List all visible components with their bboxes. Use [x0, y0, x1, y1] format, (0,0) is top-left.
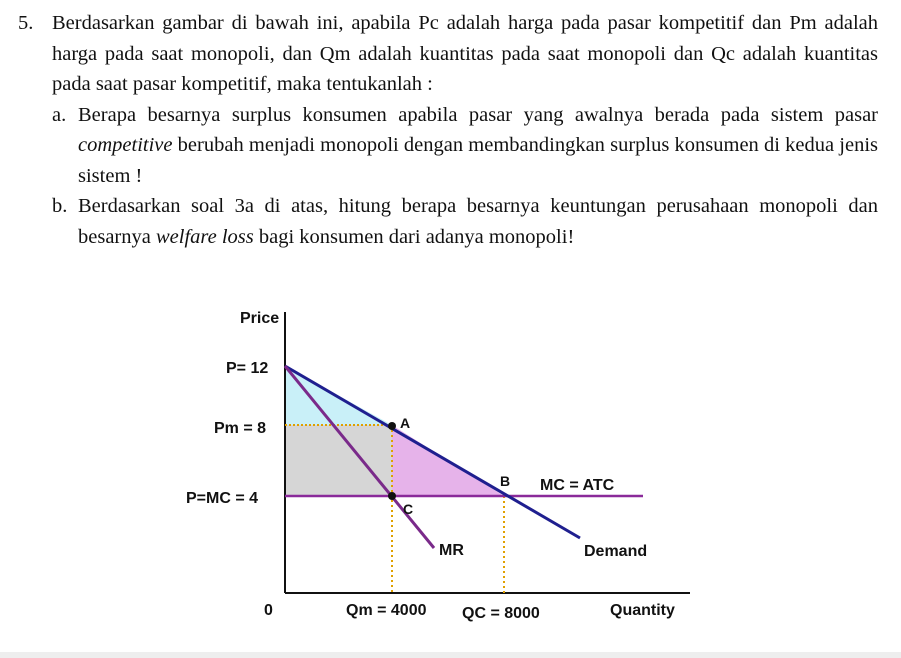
question-number: 5.: [18, 12, 34, 34]
pmc-label: P=MC = 4: [186, 490, 259, 507]
question-5: [18, 8, 878, 252]
sub-question-a-italic: competitive: [78, 134, 173, 156]
sub-question-a-text: [78, 100, 878, 192]
mc-atc-label: MC = ATC: [540, 477, 615, 494]
sub-question-a-text-1: Berapa besarnya surplus konsumen apabila pasar yang awalnya berada pada sistem pasar: [78, 103, 878, 126]
sub-question-b: [52, 191, 878, 252]
sub-question-b-italic: welfare loss: [155, 225, 254, 248]
y-axis-label: Price: [240, 310, 280, 327]
monopoly-diagram-svg: [160, 280, 720, 630]
profit-area: [285, 425, 392, 496]
pm-label: Pm = 8: [214, 420, 267, 437]
point-a-marker: [388, 422, 396, 430]
mr-label: MR: [439, 542, 464, 559]
qm-label: Qm = 4000: [346, 602, 427, 619]
question-intro-text: Berdasarkan gambar di bawah ini, apabila Pc adalah harga pada pasar kompetitif dan Pm adalah harga pada saat monopoli, dan Qm adalah kuantitas pada saat monopoli dan Qc adalah kuantitas pada saat pasar kompetitif, maka tentukanlah :: [52, 12, 878, 95]
sub-question-a: [52, 100, 878, 192]
point-a-label: A: [400, 415, 411, 431]
point-c-label: C: [403, 501, 414, 517]
sub-question-b-text-1: Berdasarkan soal 3a di atas, hitung berapa besarnya keuntungan perusahaan monopoli dan besarnya: [78, 195, 878, 248]
sub-question-b-text-2: bagi konsumen dari adanya monopoli!: [253, 225, 575, 248]
qc-label: QC = 8000: [462, 605, 540, 622]
bottom-divider: [0, 652, 901, 658]
sub-question-b-letter: b.: [52, 195, 68, 217]
sub-question-a-text-2: berubah menjadi monopoli dengan membandingkan surplus konsumen di kedua jenis sistem !: [78, 134, 878, 187]
monopoly-diagram: [160, 280, 720, 630]
x-axis-label: Quantity: [610, 602, 675, 619]
question-intro: [18, 8, 878, 100]
price-12-label: P= 12: [226, 360, 269, 377]
demand-label: Demand: [584, 543, 648, 560]
sub-question-a-letter: a.: [52, 103, 67, 126]
point-c-marker: [388, 492, 396, 500]
origin-label: 0: [264, 602, 273, 619]
point-b-label: B: [500, 473, 511, 489]
sub-question-b-text: [78, 191, 878, 252]
